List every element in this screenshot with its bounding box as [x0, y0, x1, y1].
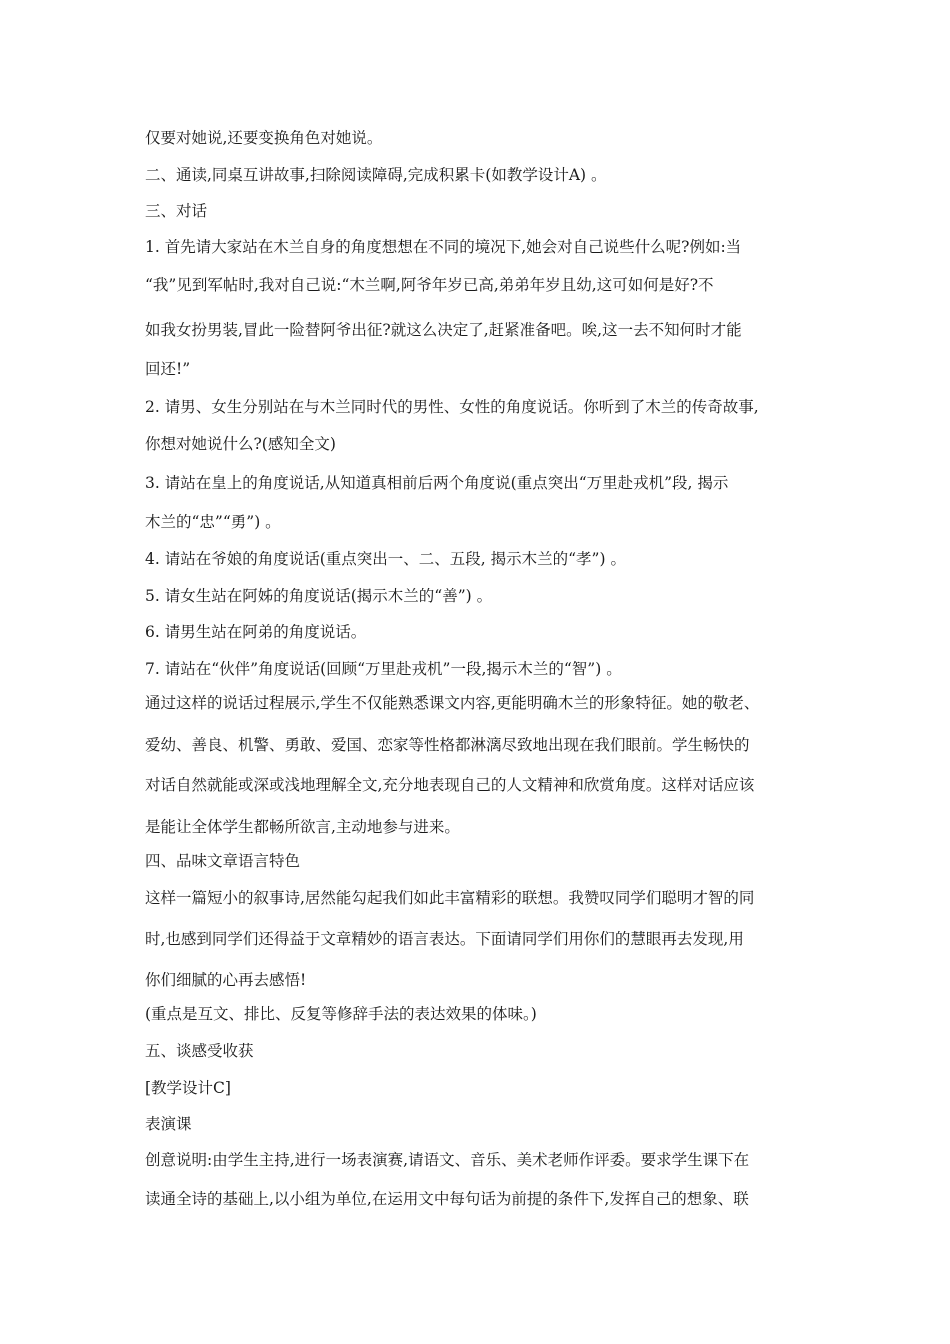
text-line: 这样一篇短小的叙事诗,居然能勾起我们如此丰富精彩的联想。我赞叹同学们聪明才智的同: [145, 889, 755, 907]
text-line: 6. 请男生站在阿弟的角度说话。: [145, 623, 367, 641]
section-heading: [教学设计C]: [145, 1079, 231, 1097]
text-line: 5. 请女生站在阿姊的角度说话(揭示木兰的“善”) 。: [145, 587, 493, 605]
text-line: 1. 首先请大家站在木兰自身的角度想想在不同的境况下,她会对自己说些什么呢?例如:当: [145, 238, 742, 256]
text-line: 3. 请站在皇上的角度说话,从知道真相前后两个角度说(重点突出“万里赴戎机”段, 揭示: [145, 474, 729, 492]
text-line: 是能让全体学生都畅所欲言,主动地参与进来。: [145, 818, 460, 836]
text-line: 创意说明:由学生主持,进行一场表演赛,请语文、音乐、美术老师作评委。要求学生课下在: [145, 1151, 750, 1169]
section-heading: 五、谈感受收获: [145, 1042, 254, 1060]
text-line: 如我女扮男装,冒此一险替阿爷出征?就这么决定了,赶紧准备吧。唉,这一去不知何时才能: [145, 321, 742, 339]
section-heading: 表演课: [145, 1115, 192, 1133]
text-line: 通过这样的说话过程展示,学生不仅能熟悉课文内容,更能明确木兰的形象特征。她的敬老、: [145, 694, 760, 712]
section-heading: 四、品味文章语言特色: [145, 852, 301, 870]
text-line: 木兰的“忠”“勇”) 。: [145, 513, 281, 531]
text-line: (重点是互文、排比、反复等修辞手法的表达效果的体味。): [145, 1005, 537, 1023]
section-heading: 三、对话: [145, 202, 208, 220]
text-line: 你们细腻的心再去感悟!: [145, 971, 307, 989]
text-line: 回还!”: [145, 360, 191, 378]
text-line: 2. 请男、女生分别站在与木兰同时代的男性、女性的角度说话。你听到了木兰的传奇故事,: [145, 398, 759, 416]
text-line: 4. 请站在爷娘的角度说话(重点突出一、二、五段, 揭示木兰的“孝”) 。: [145, 550, 626, 568]
text-line: 读通全诗的基础上,以小组为单位,在运用文中每句话为前提的条件下,发挥自己的想象、联: [145, 1190, 749, 1208]
text-line: 爱幼、善良、机警、勇敢、爱国、恋家等性格都淋漓尽致地出现在我们眼前。学生畅快的: [145, 736, 750, 754]
section-heading: 二、通读,同桌互讲故事,扫除阅读障碍,完成积累卡(如教学设计A) 。: [145, 166, 607, 184]
text-line: 对话自然就能或深或浅地理解全文,充分地表现自己的人文精神和欣赏角度。这样对话应该: [145, 776, 755, 794]
text-line: “我”见到军帖时,我对自己说:“木兰啊,阿爷年岁已高,弟弟年岁且幼,这可如何是好?不: [145, 276, 714, 294]
text-line: 时,也感到同学们还得益于文章精妙的语言表达。下面请同学们用你们的慧眼再去发现,用: [145, 930, 744, 948]
text-line: 7. 请站在“伙伴”角度说话(回顾“万里赴戎机”一段,揭示木兰的“智”) 。: [145, 660, 622, 678]
text-line: 你想对她说什么?(感知全文): [145, 435, 336, 453]
text-line: 仅要对她说,还要变换角色对她说。: [145, 129, 383, 147]
